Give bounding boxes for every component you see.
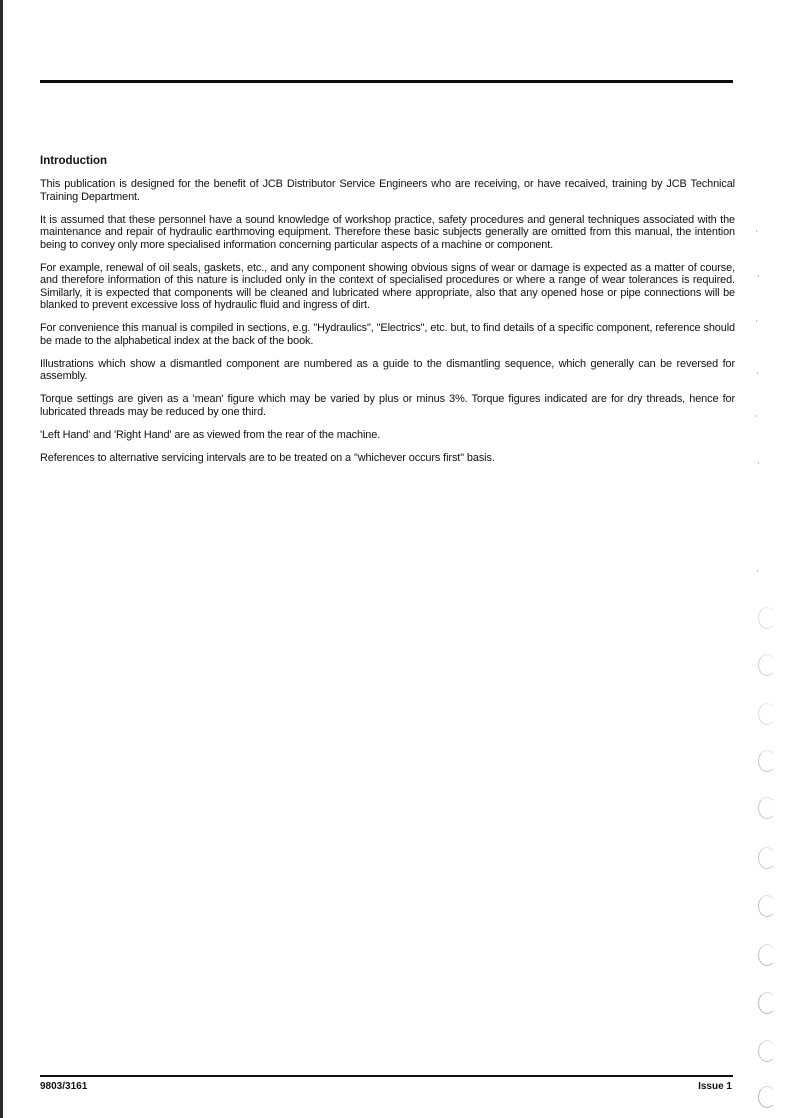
document-number: 9803/3161 [40, 1081, 88, 1092]
paragraph: Torque settings are given as a 'mean' figure which may be varied by plus or minus 3%. Torque figures indicated are for dry threads, hence for lubricated threads may be reduced by one third. [40, 393, 735, 418]
scan-speck [758, 275, 759, 277]
paragraph: References to alternative servicing intervals are to be treated on a "whichever occurs first" basis. [40, 451, 495, 464]
paragraph: Illustrations which show a dismantled component are numbered as a guide to the dismantling sequence, which generally can be reversed for assembly. [40, 357, 735, 382]
binder-hole-mark [758, 797, 776, 819]
document-body [40, 155, 735, 475]
scan-speck [757, 372, 758, 374]
paragraph: For convenience this manual is compiled in sections, e.g. "Hydraulics", "Electrics", etc. but, to find details of a specific component, reference should be made to the alphabetical index at the back of the book. [40, 322, 735, 347]
header-rule [40, 80, 733, 83]
binder-hole-mark [758, 607, 776, 629]
paragraph: 'Left Hand' and 'Right Hand' are as viewed from the rear of the machine. [40, 428, 381, 441]
paragraph: For example, renewal of oil seals, gaskets, etc., and any component showing obvious signs of wear or damage is expected as a matter of course, and therefore information of this nature is included only in the context of specialised procedures or where a range of wear tolerances is required. Similarly, it is expected that components will be cleaned and lubricated where appropriate, also that any opened hose or pipe connections will be blanked to prevent excessive loss of hydraulic fluid and ingress of dirt. [40, 261, 735, 311]
page-left-edge [0, 0, 3, 1118]
binder-hole-mark [758, 944, 776, 966]
binder-hole-mark [758, 750, 776, 772]
binder-hole-mark [758, 1040, 776, 1062]
binder-hole-mark [758, 654, 776, 676]
scan-speck [756, 415, 757, 417]
scan-speck [758, 462, 759, 464]
scan-speck [756, 320, 757, 322]
issue-number: Issue 1 [698, 1081, 732, 1092]
binder-hole-mark [758, 895, 776, 917]
binder-hole-marks [752, 0, 793, 1118]
footer-rule [40, 1075, 733, 1077]
scan-speck [757, 570, 758, 572]
scan-speck [756, 230, 757, 232]
binder-hole-mark [758, 847, 776, 869]
paragraph: It is assumed that these personnel have a sound knowledge of workshop practice, safety procedures and general techniques associated with the maintenance and repair of hydraulic earthmoving equipment. Therefore these basic subjects generally are omitted from this manual, the intention being to convey only more specialised information concerning particular aspects of a machine or component. [40, 213, 735, 251]
binder-hole-mark [758, 1086, 776, 1108]
paragraph: This publication is designed for the benefit of JCB Distributor Service Engineers who are receiving, or have recaived, training by JCB Technical Training Department. [40, 178, 735, 203]
binder-hole-mark [758, 703, 776, 725]
section-heading: Introduction [40, 155, 108, 167]
binder-hole-mark [758, 992, 776, 1014]
